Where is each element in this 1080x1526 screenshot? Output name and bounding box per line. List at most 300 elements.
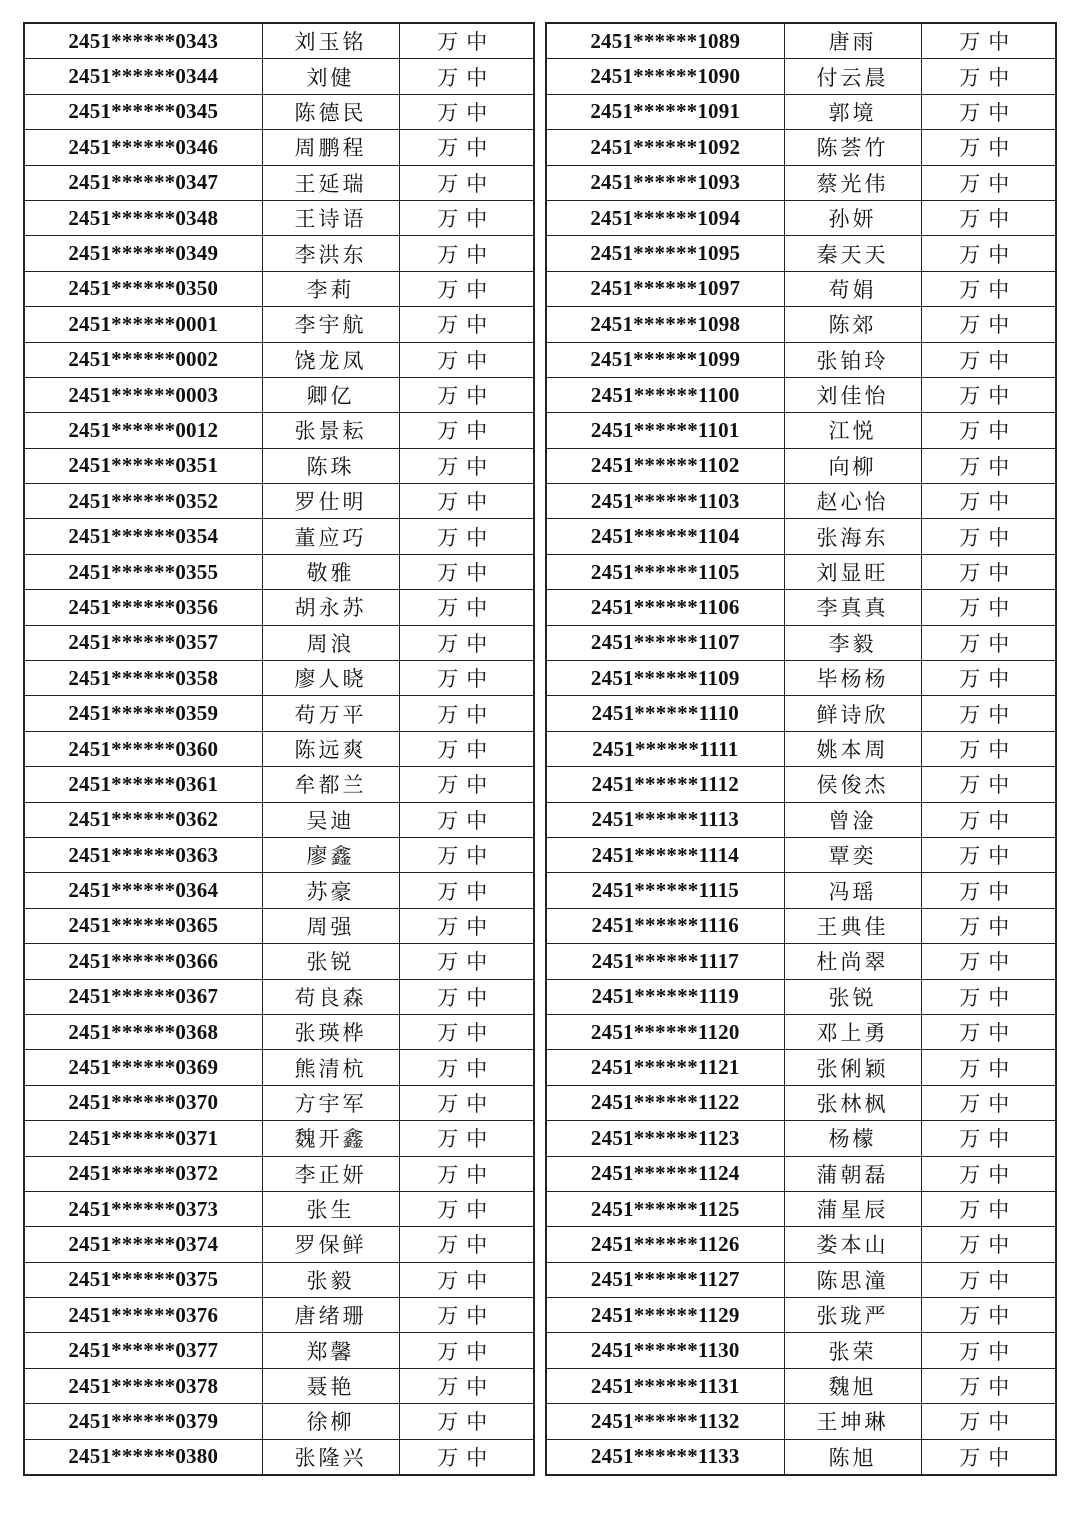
table-row [24, 979, 534, 1014]
candidate-id-cell: 2451******1131 [546, 1368, 784, 1403]
table-row [546, 696, 1056, 731]
table-row [546, 731, 1056, 766]
student-name-cell: 廖鑫 [262, 837, 399, 872]
school-name-cell: 万中 [399, 696, 534, 731]
student-name-cell: 唐雨 [784, 23, 921, 59]
candidate-id-cell: 2451******1090 [546, 59, 784, 94]
table-row [546, 59, 1056, 94]
student-name-cell: 张生 [262, 1191, 399, 1226]
school-name-cell: 万中 [921, 1191, 1056, 1226]
candidate-id-cell: 2451******1094 [546, 200, 784, 235]
candidate-id-cell: 2451******0358 [24, 661, 262, 696]
student-name-cell: 吴迪 [262, 802, 399, 837]
student-name-cell: 苟娟 [784, 271, 921, 306]
school-name-cell: 万中 [399, 236, 534, 271]
school-name-cell: 万中 [921, 1298, 1056, 1333]
table-row [24, 519, 534, 554]
student-name-cell: 江悦 [784, 413, 921, 448]
student-name-cell: 李宇航 [262, 307, 399, 342]
table-row [546, 1333, 1056, 1368]
candidate-id-cell: 2451******1127 [546, 1262, 784, 1297]
school-name-cell: 万中 [399, 837, 534, 872]
school-name-cell: 万中 [399, 484, 534, 519]
school-name-cell: 万中 [399, 1262, 534, 1297]
candidate-id-cell: 2451******1097 [546, 271, 784, 306]
candidate-id-cell: 2451******0352 [24, 484, 262, 519]
school-name-cell: 万中 [399, 342, 534, 377]
left-roster-body [24, 23, 534, 1475]
candidate-id-cell: 2451******1101 [546, 413, 784, 448]
candidate-id-cell: 2451******1102 [546, 448, 784, 483]
student-name-cell: 蔡光伟 [784, 165, 921, 200]
candidate-id-cell: 2451******0375 [24, 1262, 262, 1297]
student-name-cell: 陈德民 [262, 94, 399, 129]
candidate-id-cell: 2451******1099 [546, 342, 784, 377]
candidate-id-cell: 2451******0380 [24, 1439, 262, 1475]
student-name-cell: 李真真 [784, 590, 921, 625]
school-name-cell: 万中 [921, 1262, 1056, 1297]
student-name-cell: 娄本山 [784, 1227, 921, 1262]
candidate-id-cell: 2451******1112 [546, 767, 784, 802]
school-name-cell: 万中 [921, 802, 1056, 837]
school-name-cell: 万中 [921, 767, 1056, 802]
student-name-cell: 刘显旺 [784, 554, 921, 589]
candidate-id-cell: 2451******1124 [546, 1156, 784, 1191]
school-name-cell: 万中 [921, 519, 1056, 554]
school-name-cell: 万中 [921, 1333, 1056, 1368]
student-name-cell: 杜尚翠 [784, 944, 921, 979]
candidate-id-cell: 2451******1116 [546, 908, 784, 943]
candidate-id-cell: 2451******1111 [546, 731, 784, 766]
table-row [546, 1262, 1056, 1297]
table-row [546, 979, 1056, 1014]
student-name-cell: 李毅 [784, 625, 921, 660]
student-name-cell: 张珑严 [784, 1298, 921, 1333]
candidate-id-cell: 2451******0376 [24, 1298, 262, 1333]
table-row [24, 802, 534, 837]
candidate-id-cell: 2451******1106 [546, 590, 784, 625]
student-name-cell: 罗仕明 [262, 484, 399, 519]
school-name-cell: 万中 [921, 696, 1056, 731]
school-name-cell: 万中 [921, 554, 1056, 589]
student-name-cell: 蒲星辰 [784, 1191, 921, 1226]
table-row [24, 625, 534, 660]
student-name-cell: 陈荟竹 [784, 130, 921, 165]
table-row [24, 1262, 534, 1297]
school-name-cell: 万中 [399, 731, 534, 766]
school-name-cell: 万中 [921, 1050, 1056, 1085]
candidate-id-cell: 2451******0003 [24, 377, 262, 412]
table-row [24, 1050, 534, 1085]
candidate-id-cell: 2451******1119 [546, 979, 784, 1014]
table-row [24, 165, 534, 200]
table-row [24, 908, 534, 943]
table-row [546, 271, 1056, 306]
candidate-id-cell: 2451******1122 [546, 1085, 784, 1120]
school-name-cell: 万中 [921, 271, 1056, 306]
candidate-id-cell: 2451******0363 [24, 837, 262, 872]
table-row [546, 94, 1056, 129]
candidate-id-cell: 2451******0356 [24, 590, 262, 625]
table-row [24, 484, 534, 519]
candidate-id-cell: 2451******0362 [24, 802, 262, 837]
table-row [24, 307, 534, 342]
student-name-cell: 周鹏程 [262, 130, 399, 165]
candidate-id-cell: 2451******1133 [546, 1439, 784, 1475]
candidate-id-cell: 2451******0364 [24, 873, 262, 908]
table-row [546, 1050, 1056, 1085]
table-row [546, 1404, 1056, 1439]
school-name-cell: 万中 [399, 130, 534, 165]
table-row [24, 1227, 534, 1262]
table-row [24, 448, 534, 483]
student-name-cell: 卿亿 [262, 377, 399, 412]
school-name-cell: 万中 [921, 307, 1056, 342]
candidate-id-cell: 2451******1107 [546, 625, 784, 660]
student-name-cell: 向柳 [784, 448, 921, 483]
student-name-cell: 苏豪 [262, 873, 399, 908]
school-name-cell: 万中 [921, 1439, 1056, 1475]
school-name-cell: 万中 [399, 1085, 534, 1120]
school-name-cell: 万中 [921, 908, 1056, 943]
candidate-id-cell: 2451******0002 [24, 342, 262, 377]
table-row [24, 200, 534, 235]
candidate-id-cell: 2451******0377 [24, 1333, 262, 1368]
school-name-cell: 万中 [399, 307, 534, 342]
student-name-cell: 侯俊杰 [784, 767, 921, 802]
table-row [24, 590, 534, 625]
student-name-cell: 冯瑶 [784, 873, 921, 908]
student-name-cell: 周强 [262, 908, 399, 943]
school-name-cell: 万中 [921, 1404, 1056, 1439]
student-name-cell: 秦天天 [784, 236, 921, 271]
candidate-id-cell: 2451******1130 [546, 1333, 784, 1368]
candidate-id-cell: 2451******0351 [24, 448, 262, 483]
school-name-cell: 万中 [921, 944, 1056, 979]
candidate-id-cell: 2451******1103 [546, 484, 784, 519]
table-row [24, 661, 534, 696]
candidate-id-cell: 2451******1100 [546, 377, 784, 412]
candidate-id-cell: 2451******1098 [546, 307, 784, 342]
candidate-id-cell: 2451******1123 [546, 1121, 784, 1156]
candidate-id-cell: 2451******0379 [24, 1404, 262, 1439]
school-name-cell: 万中 [399, 590, 534, 625]
candidate-id-cell: 2451******1120 [546, 1014, 784, 1049]
school-name-cell: 万中 [921, 590, 1056, 625]
table-row [24, 1439, 534, 1475]
school-name-cell: 万中 [921, 1085, 1056, 1120]
student-name-cell: 陈郊 [784, 307, 921, 342]
candidate-id-cell: 2451******0372 [24, 1156, 262, 1191]
school-name-cell: 万中 [921, 661, 1056, 696]
student-name-cell: 曾淦 [784, 802, 921, 837]
table-row [24, 1014, 534, 1049]
table-row [546, 554, 1056, 589]
school-name-cell: 万中 [399, 1439, 534, 1475]
student-name-cell: 聂艳 [262, 1368, 399, 1403]
candidate-id-cell: 2451******0345 [24, 94, 262, 129]
school-name-cell: 万中 [921, 59, 1056, 94]
candidate-id-cell: 2451******1109 [546, 661, 784, 696]
table-row [24, 342, 534, 377]
student-name-cell: 付云晨 [784, 59, 921, 94]
table-row [24, 1404, 534, 1439]
table-row [24, 1368, 534, 1403]
school-name-cell: 万中 [921, 413, 1056, 448]
student-name-cell: 邓上勇 [784, 1014, 921, 1049]
student-name-cell: 饶龙凤 [262, 342, 399, 377]
candidate-id-cell: 2451******1115 [546, 873, 784, 908]
student-name-cell: 王诗语 [262, 200, 399, 235]
table-row [546, 767, 1056, 802]
candidate-id-cell: 2451******1089 [546, 23, 784, 59]
candidate-id-cell: 2451******1113 [546, 802, 784, 837]
student-name-cell: 蒲朝磊 [784, 1156, 921, 1191]
student-name-cell: 敬雅 [262, 554, 399, 589]
student-name-cell: 张俐颖 [784, 1050, 921, 1085]
school-name-cell: 万中 [399, 23, 534, 59]
school-name-cell: 万中 [921, 448, 1056, 483]
table-row [546, 342, 1056, 377]
left-roster-table [23, 22, 535, 1476]
candidate-id-cell: 2451******1114 [546, 837, 784, 872]
table-row [546, 1156, 1056, 1191]
candidate-id-cell: 2451******0378 [24, 1368, 262, 1403]
candidate-id-cell: 2451******0369 [24, 1050, 262, 1085]
candidate-id-cell: 2451******1121 [546, 1050, 784, 1085]
student-name-cell: 陈旭 [784, 1439, 921, 1475]
table-row [546, 1121, 1056, 1156]
school-name-cell: 万中 [399, 200, 534, 235]
school-name-cell: 万中 [921, 23, 1056, 59]
candidate-id-cell: 2451******0360 [24, 731, 262, 766]
school-name-cell: 万中 [399, 661, 534, 696]
candidate-id-cell: 2451******1092 [546, 130, 784, 165]
table-row [24, 1085, 534, 1120]
school-name-cell: 万中 [921, 484, 1056, 519]
student-name-cell: 廖人晓 [262, 661, 399, 696]
table-row [546, 484, 1056, 519]
table-row [24, 1156, 534, 1191]
candidate-id-cell: 2451******0361 [24, 767, 262, 802]
table-row [546, 236, 1056, 271]
student-name-cell: 方宇军 [262, 1085, 399, 1120]
student-name-cell: 唐绪珊 [262, 1298, 399, 1333]
student-name-cell: 孙妍 [784, 200, 921, 235]
table-row [24, 837, 534, 872]
table-row [546, 130, 1056, 165]
candidate-id-cell: 2451******0368 [24, 1014, 262, 1049]
table-row [24, 1333, 534, 1368]
school-name-cell: 万中 [399, 625, 534, 660]
candidate-id-cell: 2451******0012 [24, 413, 262, 448]
table-row [546, 661, 1056, 696]
student-name-cell: 张荣 [784, 1333, 921, 1368]
table-row [546, 1439, 1056, 1475]
table-row [24, 554, 534, 589]
student-name-cell: 覃奕 [784, 837, 921, 872]
student-name-cell: 赵心怡 [784, 484, 921, 519]
school-name-cell: 万中 [921, 837, 1056, 872]
table-row [546, 1368, 1056, 1403]
school-name-cell: 万中 [399, 944, 534, 979]
student-name-cell: 郭境 [784, 94, 921, 129]
student-name-cell: 熊清杭 [262, 1050, 399, 1085]
student-name-cell: 张锐 [784, 979, 921, 1014]
school-name-cell: 万中 [399, 94, 534, 129]
table-row [24, 1298, 534, 1333]
student-name-cell: 董应巧 [262, 519, 399, 554]
school-name-cell: 万中 [921, 94, 1056, 129]
candidate-id-cell: 2451******0350 [24, 271, 262, 306]
candidate-id-cell: 2451******0346 [24, 130, 262, 165]
student-name-cell: 苟万平 [262, 696, 399, 731]
table-row [546, 519, 1056, 554]
table-row [546, 590, 1056, 625]
candidate-id-cell: 2451******0001 [24, 307, 262, 342]
table-row [546, 23, 1056, 59]
table-row [546, 873, 1056, 908]
student-name-cell: 魏旭 [784, 1368, 921, 1403]
student-name-cell: 张海东 [784, 519, 921, 554]
school-name-cell: 万中 [921, 1121, 1056, 1156]
table-row [24, 23, 534, 59]
candidate-id-cell: 2451******1125 [546, 1191, 784, 1226]
school-name-cell: 万中 [399, 59, 534, 94]
table-row [546, 307, 1056, 342]
school-name-cell: 万中 [921, 165, 1056, 200]
table-row [546, 1191, 1056, 1226]
student-name-cell: 刘佳怡 [784, 377, 921, 412]
right-roster-body [546, 23, 1056, 1475]
candidate-id-cell: 2451******0373 [24, 1191, 262, 1226]
candidate-id-cell: 2451******0349 [24, 236, 262, 271]
table-row [24, 1121, 534, 1156]
table-row [24, 873, 534, 908]
candidate-id-cell: 2451******0365 [24, 908, 262, 943]
table-row [24, 94, 534, 129]
student-name-cell: 罗保鲜 [262, 1227, 399, 1262]
student-name-cell: 张隆兴 [262, 1439, 399, 1475]
candidate-id-cell: 2451******0357 [24, 625, 262, 660]
student-name-cell: 杨檬 [784, 1121, 921, 1156]
candidate-id-cell: 2451******0354 [24, 519, 262, 554]
table-row [24, 130, 534, 165]
student-name-cell: 张林枫 [784, 1085, 921, 1120]
candidate-id-cell: 2451******0343 [24, 23, 262, 59]
table-row [546, 413, 1056, 448]
school-name-cell: 万中 [399, 519, 534, 554]
student-name-cell: 郑馨 [262, 1333, 399, 1368]
table-row [546, 1298, 1056, 1333]
candidate-id-cell: 2451******1126 [546, 1227, 784, 1262]
student-name-cell: 李洪东 [262, 236, 399, 271]
school-name-cell: 万中 [921, 1014, 1056, 1049]
school-name-cell: 万中 [921, 342, 1056, 377]
student-name-cell: 刘玉铭 [262, 23, 399, 59]
table-row [546, 802, 1056, 837]
candidate-id-cell: 2451******0374 [24, 1227, 262, 1262]
table-row [546, 1085, 1056, 1120]
school-name-cell: 万中 [921, 130, 1056, 165]
table-row [546, 944, 1056, 979]
student-name-cell: 张景耘 [262, 413, 399, 448]
student-name-cell: 陈思潼 [784, 1262, 921, 1297]
school-name-cell: 万中 [921, 625, 1056, 660]
school-name-cell: 万中 [921, 873, 1056, 908]
candidate-id-cell: 2451******1117 [546, 944, 784, 979]
student-name-cell: 陈珠 [262, 448, 399, 483]
table-row [24, 236, 534, 271]
school-name-cell: 万中 [399, 413, 534, 448]
candidate-id-cell: 2451******0371 [24, 1121, 262, 1156]
table-row [546, 837, 1056, 872]
table-row [546, 377, 1056, 412]
candidate-id-cell: 2451******0347 [24, 165, 262, 200]
school-name-cell: 万中 [921, 979, 1056, 1014]
school-name-cell: 万中 [399, 767, 534, 802]
candidate-id-cell: 2451******1093 [546, 165, 784, 200]
school-name-cell: 万中 [399, 802, 534, 837]
school-name-cell: 万中 [399, 1156, 534, 1191]
student-name-cell: 周浪 [262, 625, 399, 660]
table-row [24, 377, 534, 412]
table-row [24, 696, 534, 731]
candidate-id-cell: 2451******1104 [546, 519, 784, 554]
candidate-id-cell: 2451******0370 [24, 1085, 262, 1120]
table-row [546, 448, 1056, 483]
school-name-cell: 万中 [399, 1298, 534, 1333]
student-name-cell: 王延瑞 [262, 165, 399, 200]
student-name-cell: 张毅 [262, 1262, 399, 1297]
school-name-cell: 万中 [399, 271, 534, 306]
school-name-cell: 万中 [399, 1368, 534, 1403]
student-name-cell: 牟都兰 [262, 767, 399, 802]
school-name-cell: 万中 [399, 908, 534, 943]
school-name-cell: 万中 [399, 1050, 534, 1085]
candidate-id-cell: 2451******0355 [24, 554, 262, 589]
school-name-cell: 万中 [399, 873, 534, 908]
candidate-id-cell: 2451******0344 [24, 59, 262, 94]
table-row [546, 908, 1056, 943]
candidate-id-cell: 2451******1110 [546, 696, 784, 731]
school-name-cell: 万中 [399, 1014, 534, 1049]
school-name-cell: 万中 [921, 1368, 1056, 1403]
school-name-cell: 万中 [399, 554, 534, 589]
student-name-cell: 徐柳 [262, 1404, 399, 1439]
student-name-cell: 苟良森 [262, 979, 399, 1014]
table-row [24, 731, 534, 766]
school-name-cell: 万中 [921, 731, 1056, 766]
student-name-cell: 刘健 [262, 59, 399, 94]
student-name-cell: 魏开鑫 [262, 1121, 399, 1156]
school-name-cell: 万中 [399, 1121, 534, 1156]
school-name-cell: 万中 [399, 1227, 534, 1262]
school-name-cell: 万中 [399, 377, 534, 412]
student-name-cell: 王坤琳 [784, 1404, 921, 1439]
table-row [546, 165, 1056, 200]
school-name-cell: 万中 [921, 200, 1056, 235]
school-name-cell: 万中 [399, 979, 534, 1014]
right-roster-table [545, 22, 1057, 1476]
student-name-cell: 张锐 [262, 944, 399, 979]
table-row [24, 767, 534, 802]
school-name-cell: 万中 [399, 448, 534, 483]
table-row [24, 413, 534, 448]
student-name-cell: 胡永苏 [262, 590, 399, 625]
candidate-id-cell: 2451******1132 [546, 1404, 784, 1439]
student-name-cell: 李正妍 [262, 1156, 399, 1191]
